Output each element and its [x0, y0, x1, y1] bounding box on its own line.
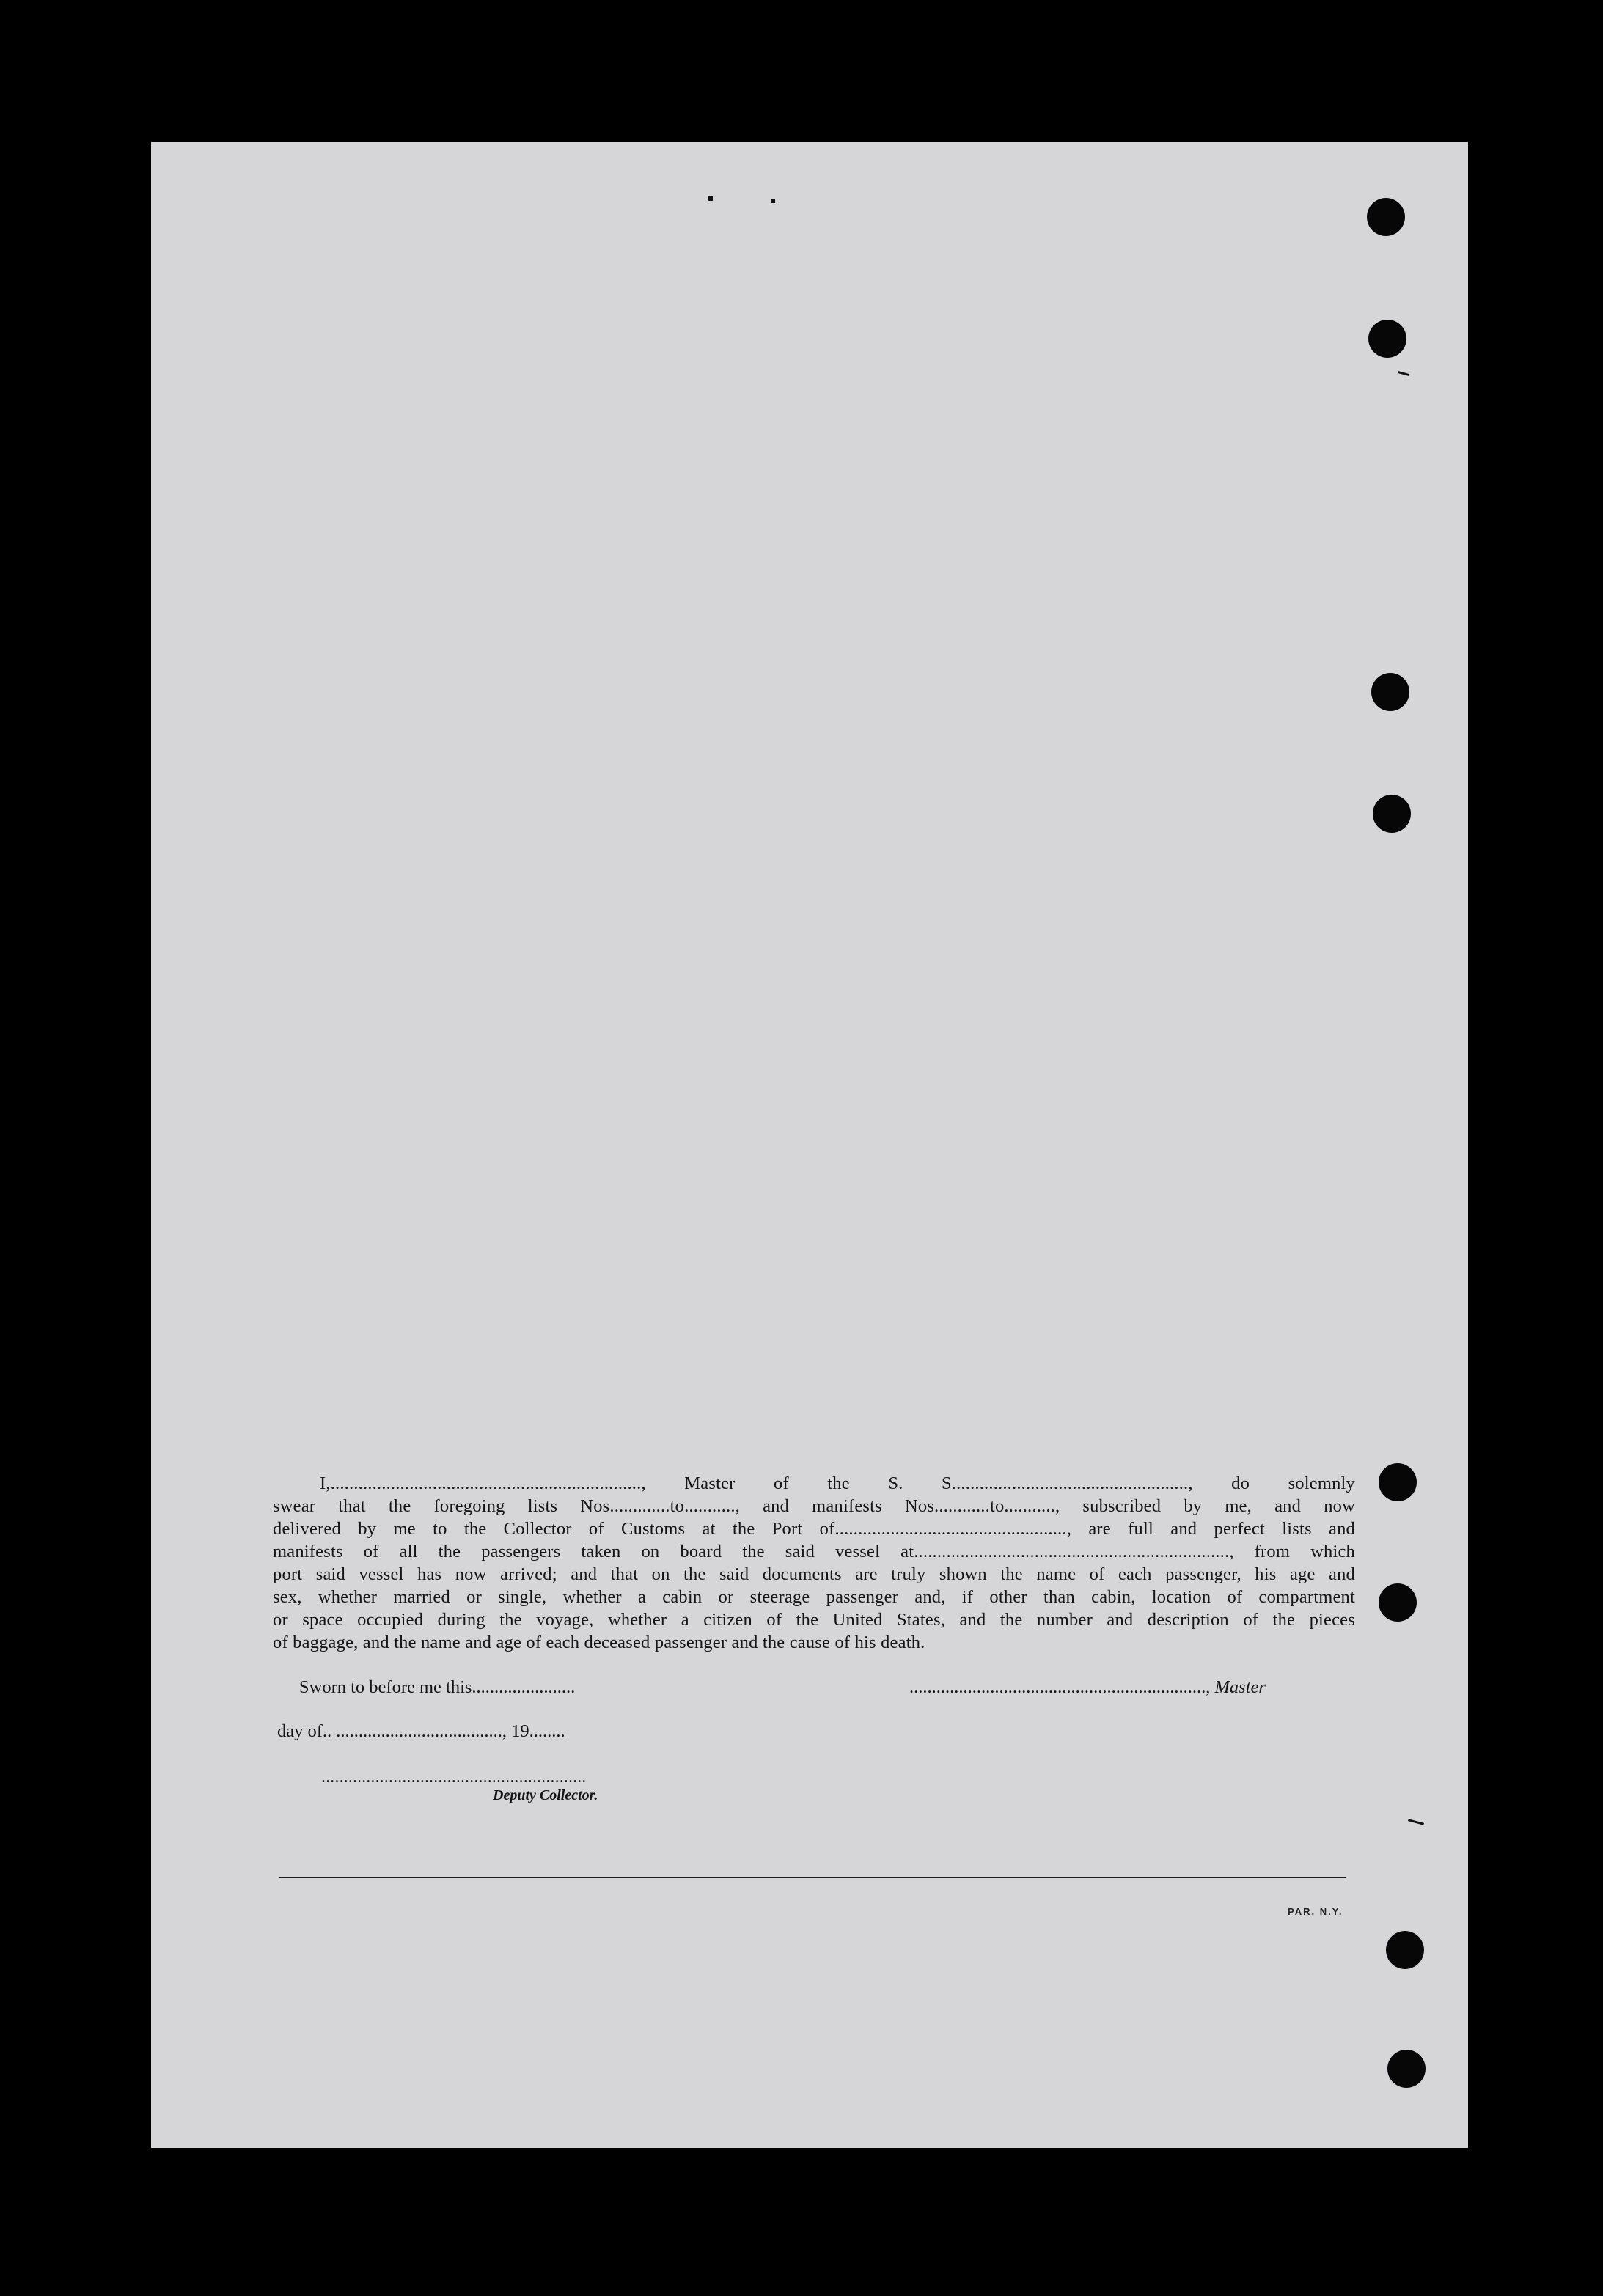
punch-hole	[1367, 198, 1405, 236]
punch-hole	[1368, 320, 1406, 358]
printer-imprint: PAR. N.Y.	[1288, 1906, 1343, 1917]
deputy-signature-line: ...........................................................	[321, 1767, 587, 1787]
oath-line: delivered by me to the Collector of Customs at the Port of.................................................., are full and perfect lists and	[273, 1519, 1355, 1539]
ink-speck	[771, 199, 775, 203]
sworn-text: Sworn to before me this.......................	[299, 1677, 576, 1697]
oath-line: manifests of all the passengers taken on board the said vessel at...................................................................., from which	[273, 1542, 1355, 1561]
punch-hole	[1386, 1931, 1424, 1969]
oath-line: swear that the foregoing lists Nos.............to..........., and manifests Nos............to..........., subscribed by me, and now	[273, 1496, 1355, 1516]
date-line	[277, 1721, 565, 1742]
oath-line: or space occupied during the voyage, whether a citizen of the United States, and the number and description of the pieces	[273, 1610, 1355, 1630]
master-label: Master	[1214, 1677, 1266, 1697]
sworn-line	[299, 1677, 575, 1698]
day-text: day of.. ....................................., 19........	[277, 1721, 565, 1741]
master-signature	[909, 1677, 1266, 1698]
horizontal-rule	[279, 1877, 1346, 1878]
punch-hole	[1387, 2050, 1426, 2088]
oath-line: sex, whether married or single, whether a cabin or steerage passenger and, if other than cabin, location of compartment	[273, 1587, 1355, 1607]
punch-hole	[1373, 795, 1411, 833]
master-signature-line: ..................................................................,	[909, 1677, 1211, 1697]
document-page	[151, 142, 1468, 2148]
punch-hole	[1371, 673, 1409, 711]
punch-hole	[1379, 1583, 1417, 1622]
masters-oath	[273, 1472, 1355, 1654]
deputy-collector-label: Deputy Collector.	[493, 1787, 598, 1803]
oath-line: I,..................................................................., Master of the S. S..................................................., do solemnly	[320, 1473, 1355, 1493]
oath-line: port said vessel has now arrived; and that on the said documents are truly shown the name of each passenger, his age and	[273, 1564, 1355, 1584]
oath-line: of baggage, and the name and age of each deceased passenger and the cause of his death.	[273, 1633, 925, 1652]
ink-speck	[708, 196, 713, 201]
punch-hole	[1379, 1463, 1417, 1501]
